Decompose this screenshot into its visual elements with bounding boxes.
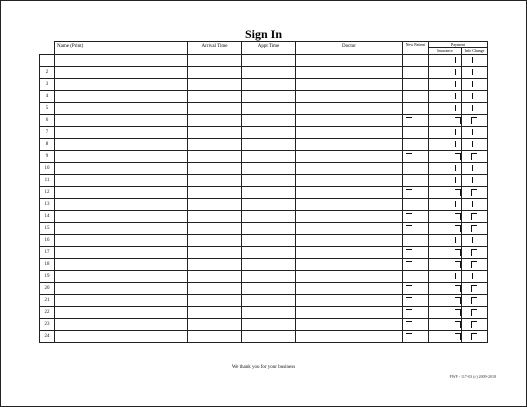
- name-cell[interactable]: [55, 223, 188, 235]
- info-change-checkbox[interactable]: [462, 103, 488, 115]
- row-number: 8: [40, 139, 55, 151]
- doctor-cell[interactable]: [296, 79, 403, 91]
- arrival-time-cell[interactable]: [188, 199, 242, 211]
- insurance-checkbox-icon: [455, 213, 461, 220]
- header-doctor: Doctor: [296, 42, 403, 55]
- header-info-change: Info Change: [462, 48, 488, 55]
- doctor-cell[interactable]: [296, 115, 403, 127]
- name-cell[interactable]: [55, 247, 188, 259]
- sign-in-row: [40, 271, 488, 283]
- new-patient-mark-icon: [406, 213, 412, 214]
- insurance-checkbox-icon: [455, 153, 461, 160]
- info-change-checkbox[interactable]: [462, 211, 488, 223]
- info-change-checkbox-icon: [472, 57, 473, 63]
- new-patient-cell[interactable]: [403, 199, 429, 211]
- row-number: 23: [40, 319, 55, 331]
- insurance-checkbox-icon: [455, 309, 461, 316]
- arrival-time-cell[interactable]: [188, 271, 242, 283]
- info-change-checkbox[interactable]: [462, 247, 488, 259]
- arrival-time-cell[interactable]: [188, 91, 242, 103]
- name-cell[interactable]: [55, 115, 188, 127]
- info-change-checkbox[interactable]: [462, 283, 488, 295]
- info-change-checkbox-icon: [472, 141, 473, 147]
- arrival-time-cell[interactable]: [188, 247, 242, 259]
- name-cell[interactable]: [55, 331, 188, 343]
- new-patient-cell[interactable]: [403, 127, 429, 139]
- row-number: 15: [40, 223, 55, 235]
- doctor-cell[interactable]: [296, 175, 403, 187]
- info-change-checkbox-icon: [471, 285, 477, 292]
- insurance-checkbox[interactable]: [429, 175, 462, 187]
- info-change-checkbox-icon: [472, 69, 473, 75]
- header-blank-cell: [40, 42, 55, 55]
- insurance-checkbox[interactable]: [429, 331, 462, 343]
- sign-in-rows: [40, 55, 488, 343]
- sign-in-row: [40, 295, 488, 307]
- arrival-time-cell[interactable]: [188, 151, 242, 163]
- info-change-checkbox[interactable]: [462, 319, 488, 331]
- name-cell[interactable]: [55, 139, 188, 151]
- appt-time-cell[interactable]: [242, 91, 296, 103]
- new-patient-mark-icon: [406, 117, 412, 118]
- appt-time-cell[interactable]: [242, 259, 296, 271]
- name-cell[interactable]: [55, 79, 188, 91]
- info-change-checkbox[interactable]: [462, 79, 488, 91]
- insurance-checkbox-icon: [455, 297, 461, 304]
- insurance-checkbox[interactable]: [429, 211, 462, 223]
- info-change-checkbox-icon: [471, 309, 477, 316]
- row-number: 11: [40, 175, 55, 187]
- name-cell[interactable]: [55, 199, 188, 211]
- info-change-checkbox-icon: [472, 93, 473, 99]
- insurance-checkbox[interactable]: [429, 67, 462, 79]
- arrival-time-cell[interactable]: [188, 67, 242, 79]
- name-cell[interactable]: [55, 319, 188, 331]
- header-name: Name (Print): [55, 42, 188, 55]
- new-patient-mark-icon: [406, 189, 412, 190]
- arrival-time-cell[interactable]: [188, 223, 242, 235]
- insurance-checkbox-icon: [455, 93, 456, 99]
- row-number: 16: [40, 235, 55, 247]
- insurance-checkbox[interactable]: [429, 307, 462, 319]
- appt-time-cell[interactable]: [242, 115, 296, 127]
- row-number: 9: [40, 151, 55, 163]
- doctor-cell[interactable]: [296, 139, 403, 151]
- doctor-cell[interactable]: [296, 163, 403, 175]
- row-number: 14: [40, 211, 55, 223]
- row-number: 17: [40, 247, 55, 259]
- insurance-checkbox[interactable]: [429, 319, 462, 331]
- new-patient-cell[interactable]: [403, 103, 429, 115]
- sign-in-row: [40, 307, 488, 319]
- doctor-cell[interactable]: [296, 151, 403, 163]
- row-number: 12: [40, 187, 55, 199]
- insurance-checkbox-icon: [455, 321, 461, 328]
- sign-in-row: [40, 151, 488, 163]
- insurance-checkbox-icon: [455, 141, 456, 147]
- info-change-checkbox-icon: [471, 321, 477, 328]
- row-number: 6: [40, 115, 55, 127]
- insurance-checkbox[interactable]: [429, 55, 462, 67]
- insurance-checkbox[interactable]: [429, 139, 462, 151]
- appt-time-cell[interactable]: [242, 223, 296, 235]
- insurance-checkbox-icon: [455, 69, 456, 75]
- appt-time-cell[interactable]: [242, 187, 296, 199]
- doctor-cell[interactable]: [296, 283, 403, 295]
- arrival-time-cell[interactable]: [188, 235, 242, 247]
- new-patient-cell[interactable]: [403, 115, 429, 127]
- row-number: 13: [40, 199, 55, 211]
- insurance-checkbox[interactable]: [429, 247, 462, 259]
- info-change-checkbox-icon: [472, 81, 473, 87]
- info-change-checkbox[interactable]: [462, 295, 488, 307]
- info-change-checkbox[interactable]: [462, 67, 488, 79]
- doctor-cell[interactable]: [296, 295, 403, 307]
- row-number: 24: [40, 331, 55, 343]
- insurance-checkbox[interactable]: [429, 163, 462, 175]
- info-change-checkbox-icon: [471, 153, 477, 160]
- insurance-checkbox[interactable]: [429, 295, 462, 307]
- sign-in-row: [40, 163, 488, 175]
- insurance-checkbox-icon: [455, 177, 456, 183]
- info-change-checkbox[interactable]: [462, 175, 488, 187]
- appt-time-cell[interactable]: [242, 247, 296, 259]
- arrival-time-cell[interactable]: [188, 55, 242, 67]
- insurance-checkbox-icon: [455, 189, 461, 196]
- appt-time-cell[interactable]: [242, 271, 296, 283]
- insurance-checkbox[interactable]: [429, 127, 462, 139]
- sign-in-table: [39, 41, 488, 343]
- insurance-checkbox-icon: [455, 225, 461, 232]
- doctor-cell[interactable]: [296, 319, 403, 331]
- insurance-checkbox[interactable]: [429, 259, 462, 271]
- name-cell[interactable]: [55, 307, 188, 319]
- arrival-time-cell[interactable]: [188, 163, 242, 175]
- doctor-cell[interactable]: [296, 235, 403, 247]
- arrival-time-cell[interactable]: [188, 139, 242, 151]
- info-change-checkbox[interactable]: [462, 127, 488, 139]
- header-arrival-time: Arrival Time: [188, 42, 242, 55]
- row-number: 5: [40, 103, 55, 115]
- name-cell[interactable]: [55, 283, 188, 295]
- name-cell[interactable]: [55, 127, 188, 139]
- appt-time-cell[interactable]: [242, 295, 296, 307]
- appt-time-cell[interactable]: [242, 319, 296, 331]
- insurance-checkbox-icon: [455, 117, 461, 124]
- doctor-cell[interactable]: [296, 127, 403, 139]
- new-patient-cell[interactable]: [403, 259, 429, 271]
- insurance-checkbox-icon: [455, 285, 461, 292]
- new-patient-cell[interactable]: [403, 55, 429, 67]
- insurance-checkbox[interactable]: [429, 271, 462, 283]
- doctor-cell[interactable]: [296, 259, 403, 271]
- info-change-checkbox-icon: [471, 225, 477, 232]
- appt-time-cell[interactable]: [242, 55, 296, 67]
- row-number: 21: [40, 295, 55, 307]
- appt-time-cell[interactable]: [242, 175, 296, 187]
- arrival-time-cell[interactable]: [188, 307, 242, 319]
- new-patient-mark-icon: [406, 261, 412, 262]
- info-change-checkbox[interactable]: [462, 139, 488, 151]
- insurance-checkbox-icon: [455, 333, 461, 340]
- sign-in-row: [40, 331, 488, 343]
- appt-time-cell[interactable]: [242, 199, 296, 211]
- thank-you-note: We thank you for your business: [231, 365, 296, 370]
- arrival-time-cell[interactable]: [188, 211, 242, 223]
- info-change-checkbox-icon: [472, 129, 473, 135]
- info-change-checkbox-icon: [472, 165, 473, 171]
- arrival-time-cell[interactable]: [188, 331, 242, 343]
- row-number: 10: [40, 163, 55, 175]
- sign-in-row: [40, 211, 488, 223]
- new-patient-cell[interactable]: [403, 151, 429, 163]
- row-number: 18: [40, 259, 55, 271]
- new-patient-mark-icon: [406, 153, 412, 154]
- doctor-cell[interactable]: [296, 307, 403, 319]
- arrival-time-cell[interactable]: [188, 319, 242, 331]
- insurance-checkbox[interactable]: [429, 187, 462, 199]
- header-payment: Payment: [451, 42, 465, 47]
- appt-time-cell[interactable]: [242, 67, 296, 79]
- appt-time-cell[interactable]: [242, 103, 296, 115]
- row-number: 4: [40, 91, 55, 103]
- arrival-time-cell[interactable]: [188, 187, 242, 199]
- insurance-checkbox-icon: [455, 81, 456, 87]
- insurance-checkbox[interactable]: [429, 91, 462, 103]
- sign-in-row: [40, 283, 488, 295]
- name-cell[interactable]: [55, 91, 188, 103]
- appt-time-cell[interactable]: [242, 283, 296, 295]
- arrival-time-cell[interactable]: [188, 103, 242, 115]
- name-cell[interactable]: [55, 67, 188, 79]
- doctor-cell[interactable]: [296, 211, 403, 223]
- appt-time-cell[interactable]: [242, 163, 296, 175]
- sign-in-row: [40, 223, 488, 235]
- sign-in-row: [40, 175, 488, 187]
- new-patient-cell[interactable]: [403, 139, 429, 151]
- appt-time-cell[interactable]: [242, 235, 296, 247]
- name-cell[interactable]: [55, 211, 188, 223]
- info-change-checkbox-icon: [471, 333, 477, 340]
- info-change-checkbox-icon: [472, 237, 473, 243]
- new-patient-mark-icon: [406, 249, 412, 250]
- insurance-checkbox[interactable]: [429, 103, 462, 115]
- info-change-checkbox[interactable]: [462, 55, 488, 67]
- new-patient-cell[interactable]: [403, 163, 429, 175]
- doctor-cell[interactable]: [296, 91, 403, 103]
- info-change-checkbox-icon: [471, 297, 477, 304]
- new-patient-cell[interactable]: [403, 319, 429, 331]
- name-cell[interactable]: [55, 163, 188, 175]
- info-change-checkbox[interactable]: [462, 223, 488, 235]
- sign-in-row: [40, 199, 488, 211]
- name-cell[interactable]: [55, 259, 188, 271]
- new-patient-mark-icon: [406, 309, 412, 310]
- info-change-checkbox[interactable]: [462, 199, 488, 211]
- info-change-checkbox-icon: [471, 261, 477, 268]
- sign-in-row: [40, 247, 488, 259]
- row-number: 7: [40, 127, 55, 139]
- insurance-checkbox-icon: [455, 165, 456, 171]
- name-cell[interactable]: [55, 271, 188, 283]
- appt-time-cell[interactable]: [242, 307, 296, 319]
- sign-in-row: [40, 79, 488, 91]
- new-patient-cell[interactable]: [403, 247, 429, 259]
- new-patient-cell[interactable]: [403, 91, 429, 103]
- name-cell[interactable]: [55, 175, 188, 187]
- sign-in-row: [40, 139, 488, 151]
- insurance-checkbox-icon: [455, 129, 456, 135]
- doctor-cell[interactable]: [296, 187, 403, 199]
- sign-in-row: [40, 115, 488, 127]
- info-change-checkbox-icon: [471, 213, 477, 220]
- info-change-checkbox-icon: [472, 273, 473, 279]
- insurance-checkbox[interactable]: [429, 199, 462, 211]
- doctor-cell[interactable]: [296, 331, 403, 343]
- header-appt-time: Appt Time: [242, 42, 296, 55]
- new-patient-cell[interactable]: [403, 175, 429, 187]
- sign-in-row: [40, 319, 488, 331]
- new-patient-cell[interactable]: [403, 79, 429, 91]
- info-change-checkbox-icon: [471, 117, 477, 124]
- appt-time-cell[interactable]: [242, 211, 296, 223]
- doctor-cell[interactable]: [296, 223, 403, 235]
- info-change-checkbox-icon: [472, 201, 473, 207]
- new-patient-mark-icon: [406, 333, 412, 334]
- info-change-checkbox[interactable]: [462, 307, 488, 319]
- new-patient-cell[interactable]: [403, 331, 429, 343]
- row-number: 22: [40, 307, 55, 319]
- insurance-checkbox[interactable]: [429, 79, 462, 91]
- doctor-cell[interactable]: [296, 67, 403, 79]
- insurance-checkbox[interactable]: [429, 235, 462, 247]
- arrival-time-cell[interactable]: [188, 115, 242, 127]
- appt-time-cell[interactable]: [242, 79, 296, 91]
- new-patient-cell[interactable]: [403, 283, 429, 295]
- appt-time-cell[interactable]: [242, 127, 296, 139]
- info-change-checkbox[interactable]: [462, 91, 488, 103]
- new-patient-cell[interactable]: [403, 67, 429, 79]
- name-cell[interactable]: [55, 151, 188, 163]
- insurance-checkbox[interactable]: [429, 283, 462, 295]
- arrival-time-cell[interactable]: [188, 127, 242, 139]
- form-title: Sign In: [244, 27, 283, 41]
- name-cell[interactable]: [55, 55, 188, 67]
- info-change-checkbox[interactable]: [462, 271, 488, 283]
- new-patient-cell[interactable]: [403, 187, 429, 199]
- info-change-checkbox-icon: [471, 189, 477, 196]
- sign-in-row: [40, 127, 488, 139]
- row-number: 20: [40, 283, 55, 295]
- arrival-time-cell[interactable]: [188, 79, 242, 91]
- new-patient-mark-icon: [406, 285, 412, 286]
- info-change-checkbox[interactable]: [462, 187, 488, 199]
- arrival-time-cell[interactable]: [188, 283, 242, 295]
- new-patient-cell[interactable]: [403, 211, 429, 223]
- new-patient-mark-icon: [406, 297, 412, 298]
- new-patient-cell[interactable]: [403, 223, 429, 235]
- name-cell[interactable]: [55, 187, 188, 199]
- insurance-checkbox[interactable]: [429, 151, 462, 163]
- name-cell[interactable]: [55, 103, 188, 115]
- arrival-time-cell[interactable]: [188, 175, 242, 187]
- insurance-checkbox-icon: [455, 261, 461, 268]
- insurance-checkbox-icon: [455, 273, 456, 279]
- row-number: [40, 55, 55, 67]
- row-number: 3: [40, 79, 55, 91]
- header-insurance: Insurance: [429, 48, 462, 55]
- info-change-checkbox-icon: [471, 249, 477, 256]
- row-number: 19: [40, 271, 55, 283]
- info-change-checkbox[interactable]: [462, 259, 488, 271]
- new-patient-cell[interactable]: [403, 271, 429, 283]
- sign-in-row: [40, 235, 488, 247]
- sign-in-row: [40, 91, 488, 103]
- form-code: FWF - 117-03 (c) 2009-2018: [449, 374, 496, 379]
- sign-in-row: [40, 187, 488, 199]
- sign-in-row: [40, 67, 488, 79]
- insurance-checkbox-icon: [455, 201, 456, 207]
- appt-time-cell[interactable]: [242, 331, 296, 343]
- insurance-checkbox-icon: [455, 57, 456, 63]
- info-change-checkbox[interactable]: [462, 115, 488, 127]
- insurance-checkbox-icon: [455, 249, 461, 256]
- insurance-checkbox[interactable]: [429, 115, 462, 127]
- row-number: 2: [40, 67, 55, 79]
- sign-in-row: [40, 103, 488, 115]
- info-change-checkbox[interactable]: [462, 151, 488, 163]
- new-patient-cell[interactable]: [403, 235, 429, 247]
- info-change-checkbox[interactable]: [462, 235, 488, 247]
- info-change-checkbox-icon: [472, 177, 473, 183]
- appt-time-cell[interactable]: [242, 151, 296, 163]
- appt-time-cell[interactable]: [242, 139, 296, 151]
- sign-in-row: [40, 55, 488, 67]
- insurance-checkbox[interactable]: [429, 223, 462, 235]
- doctor-cell[interactable]: [296, 247, 403, 259]
- info-change-checkbox-icon: [472, 105, 473, 111]
- new-patient-cell[interactable]: [403, 295, 429, 307]
- new-patient-cell[interactable]: [403, 307, 429, 319]
- name-cell[interactable]: [55, 295, 188, 307]
- doctor-cell[interactable]: [296, 271, 403, 283]
- new-patient-mark-icon: [406, 321, 412, 322]
- sign-in-row: [40, 259, 488, 271]
- arrival-time-cell[interactable]: [188, 295, 242, 307]
- arrival-time-cell[interactable]: [188, 259, 242, 271]
- doctor-cell[interactable]: [296, 55, 403, 67]
- header-new-patient: New Patient: [403, 42, 429, 55]
- name-cell[interactable]: [55, 235, 188, 247]
- new-patient-mark-icon: [406, 225, 412, 226]
- doctor-cell[interactable]: [296, 103, 403, 115]
- info-change-checkbox[interactable]: [462, 163, 488, 175]
- info-change-checkbox[interactable]: [462, 331, 488, 343]
- doctor-cell[interactable]: [296, 199, 403, 211]
- insurance-checkbox-icon: [455, 237, 456, 243]
- insurance-checkbox-icon: [455, 105, 456, 111]
